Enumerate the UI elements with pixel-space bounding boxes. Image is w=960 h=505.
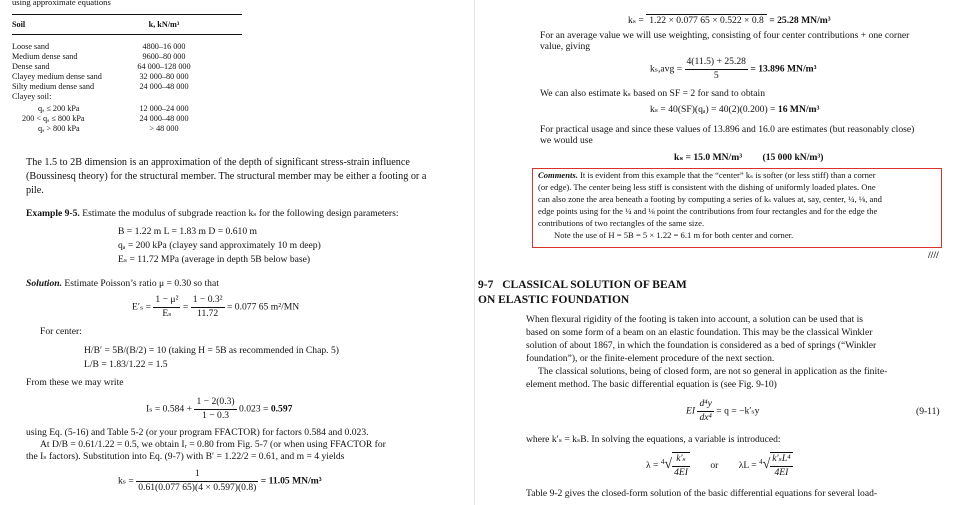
cell-soil: qₐ > 800 kPa (38, 124, 80, 133)
params-line-3: Eₛ = 11.72 MPa (average in depth 5B below base) (118, 254, 311, 265)
denominator: 5 (713, 69, 719, 81)
root-index: 4 (660, 457, 665, 466)
body-line-5: The classical solutions, being of closed form, are not so general in application as the finite- (538, 366, 888, 377)
table-row (12, 61, 242, 71)
eq-result: 0.597 (270, 403, 293, 415)
col-header-soil: Soil (12, 20, 26, 29)
numerator: k′ₛ (672, 453, 690, 467)
for-center-label: For center: (40, 326, 82, 337)
body-line-1: When flexural rigidity of the footing is taken into account, a solution can be used that is (526, 314, 864, 325)
from-these-line: From these we may write (26, 377, 124, 388)
root-index: 4 (759, 457, 763, 466)
fraction (191, 294, 225, 321)
solution-heading (26, 278, 219, 291)
comments-line-4: edge points using for the ¼ and ⅛ point the contributions from four rectangles and for the edge the (538, 206, 878, 216)
comments-text: It is evident from this example that the “center” kₛ is softer (or less stiff) than a corner (580, 170, 876, 180)
comments-line-3: can also zone the area beneath a footing by computing a series of kₛ values at, say, center, ¼, ⅛, and (538, 194, 882, 204)
solution-text: Estimate Poisson’s ratio μ = 0.30 so that (64, 278, 219, 289)
cell-soil: 200 < qₐ ≤ 800 kPa (22, 114, 85, 123)
eq-lhs: kₛ = 15.0 MN/m³ (674, 152, 743, 163)
using-line-3: the Iₛ factors). Substitution into Eq. (9-7) with B′ = 1.22/2 = 0.61, and m = 4 yields (26, 451, 345, 462)
comments-line-5: contributions of two rectangles of the same size. (538, 218, 705, 228)
cell-ks: 9600–80 000 (142, 52, 186, 61)
equation-ks-sf (650, 104, 819, 117)
cell-soil: Silty medium dense sand (12, 82, 95, 91)
equation-ks-final (674, 152, 823, 165)
params-line-2: qₐ = 200 kPa (clayey sand approximately 10 m deep) (118, 240, 321, 251)
cell-ks: 32 000–80 000 (139, 72, 189, 81)
table-row (12, 41, 242, 51)
eq-lhs: kₛ = (118, 475, 134, 487)
comments-line-1 (538, 170, 876, 182)
table-row (12, 51, 242, 61)
denominator: dx⁴ (699, 411, 712, 423)
eq-lhs: kₛ,avg = (650, 63, 683, 75)
eq-result: 16 MN/m³ (777, 104, 820, 115)
example-text: Estimate the modulus of subgrade reaction kₛ for the following design parameters: (82, 208, 399, 219)
lb-line: L/B = 1.83/1.22 = 1.5 (84, 359, 168, 370)
left-page (0, 0, 470, 505)
table-row (12, 91, 242, 101)
fraction (685, 56, 748, 83)
numerator: 1 (136, 468, 258, 482)
numerator: 1 − 0.3² (191, 294, 225, 308)
denominator: 0.61(0.077 65)(4 × 0.597)(0.8) (138, 481, 257, 493)
eq-rest: 0.023 = (239, 403, 269, 415)
table-rule-top (12, 14, 242, 15)
equation-ks-avg (650, 56, 817, 83)
cell-soil: Loose sand (12, 42, 50, 51)
table-row (12, 71, 242, 81)
denominator: 4EI (774, 466, 789, 478)
comments-line-6: Note the use of H = 5B = 5 × 1.22 = 6.1 m for both center and corner. (554, 230, 794, 240)
numerator: k′ₛL⁴ (770, 453, 792, 467)
equation-differential (686, 398, 759, 425)
cell-ks: 12 000–24 000 (139, 104, 189, 113)
avg-line-2: value, giving (540, 41, 591, 52)
table-rule-mid (12, 34, 242, 35)
comments-label: Comments. (538, 170, 578, 180)
body-line-6: element method. The basic differential equation is (see Fig. 9-10) (526, 379, 777, 390)
section-heading (478, 278, 687, 308)
equation-ks-center (118, 468, 322, 495)
solution-label: Solution. (26, 278, 62, 289)
fraction (153, 294, 180, 321)
eq-lhs-2: λL = (738, 460, 757, 472)
cell-ks: 64 000–128 000 (137, 62, 191, 71)
cell-soil: Clayey soil: (12, 92, 52, 101)
equation-es-prime (132, 294, 299, 321)
section-number: 9-7 (478, 279, 494, 291)
practical-line-1: For practical usage and since these values of 13.896 and 16.0 are estimates (but reasonably close) (540, 124, 915, 135)
eq-sign: = (182, 301, 189, 313)
eq-lhs: λ = (646, 460, 659, 472)
avg-line-1: For an average value we will use weighting, consisting of four center contributions + one corner (540, 30, 910, 41)
numerator: 1 − μ² (153, 294, 180, 308)
numerator: 1 − 2(0.3) (194, 396, 236, 410)
equation-number: (9-11) (916, 406, 940, 417)
eq-result: = 13.896 MN/m³ (750, 63, 817, 75)
example-label: Example 9-5. (26, 208, 80, 219)
practical-line-2: we would use (540, 135, 593, 146)
denominator: Eₛ (162, 307, 172, 319)
eq-result: = 11.05 MN/m³ (260, 475, 322, 487)
using-line-2: At D/B = 0.61/1.22 = 0.5, we obtain Iᵣ = 0.80 from Fig. 5-7 (or when using FFACTOR for (40, 439, 386, 450)
equation-is (146, 396, 292, 423)
hb-line: H/B′ = 5B/(B/2) = 10 (taking H = 5B as recommended in Chap. 5) (84, 345, 339, 356)
body-line-3: solution of about 1867, in which the foundation is considered as a bed of springs (“Winkler (526, 340, 877, 351)
equation-ks-corner (628, 0, 831, 28)
fraction (194, 396, 236, 423)
cell-soil: Medium dense sand (12, 52, 78, 61)
eq-lhs: E′ₛ = (132, 301, 152, 313)
section-title-line-2: ON ELASTIC FOUNDATION (478, 293, 630, 306)
cell-soil: Clayey medium dense sand (12, 72, 102, 81)
using-line-1: using Eq. (5-16) and Table 5-2 (or your program FFACTOR) for factors 0.584 and 0.023. (26, 427, 369, 438)
cell-ks: 24 000–48 000 (139, 114, 189, 123)
fraction (770, 452, 792, 480)
cell-soil: Dense sand (12, 62, 50, 71)
cell-ks: 24 000–48 000 (139, 82, 189, 91)
or-word: or (710, 460, 719, 472)
eq-alt: (15 000 kN/m³) (762, 152, 824, 163)
comments-line-2: (or edge). The center being less stiff is consistent with the dishing of uniformly loaded plates. One (538, 182, 876, 192)
cell-ks: 4800–16 000 (142, 42, 186, 51)
table-row (12, 103, 242, 113)
eq-rhs: = q = −k′ₛy (716, 405, 760, 417)
table-row (12, 123, 242, 133)
page-gutter (474, 0, 475, 505)
table-caption: using approximate equations (12, 0, 111, 7)
eq-lhs: kₛ = 40(SF)(qₐ) = 40(2)(0.200) = (650, 104, 776, 115)
paragraph-stress-strain: The 1.5 to 2B dimension is an approximation of the depth of significant stress-strain influence (Boussinesq theory) for the structural member. The structural member may be either a footing or a pile. (26, 157, 427, 196)
table-row (12, 81, 242, 91)
params-line-1: B = 1.22 m L = 1.83 m D = 0.610 m (118, 226, 257, 237)
section-title-line-1: CLASSICAL SOLUTION OF BEAM (502, 279, 687, 291)
sf-line: We can also estimate kₛ based on SF = 2 for sand to obtain (540, 88, 766, 99)
fraction (672, 452, 690, 480)
fraction (697, 398, 713, 425)
eq-result: = 25.28 MN/m³ (769, 15, 831, 26)
right-page (478, 0, 960, 505)
table-header-row (12, 19, 242, 29)
body-line-2: based on some form of a beam on an elastic foundation. This may be the classical Winkler (526, 327, 873, 338)
numerator: 4(11.5) + 25.28 (685, 56, 748, 70)
table-ref-line: Table 9-2 gives the closed-form solution of the basic differential equations for several load- (526, 488, 878, 499)
end-mark: //// (928, 250, 939, 261)
cell-soil: qₐ ≤ 200 kPa (38, 104, 80, 113)
body-line-4: foundation”), or the finite-element procedure of the next section. (526, 353, 775, 364)
example-heading (26, 208, 399, 221)
numerator: d⁴y (697, 398, 713, 412)
equation-lambda: λ = $^4$√ $\frac{\text{k′ₛ}}{4EI}$ or λL = $^4$√ $\frac{\text{k′ₛL⁴}}{4EI}$ (646, 453, 791, 478)
denominator: 11.72 (197, 307, 219, 319)
eq-lhs: kₛ = (628, 15, 644, 26)
col-header-ks: k, kN/m³ (148, 20, 180, 29)
eq-lhs: Iₛ = 0.584 + (146, 403, 193, 415)
denominator: 4EI (674, 466, 688, 478)
fraction (136, 468, 258, 495)
eq-lhs: EI (686, 405, 696, 417)
table-row (12, 113, 242, 123)
denominator: 1 − 0.3 (202, 409, 230, 421)
denominator: 1.22 × 0.077 65 × 0.522 × 0.8 (646, 14, 767, 28)
cell-ks: > 48 000 (149, 124, 179, 133)
eq-result: = 0.077 65 m²/MN (226, 301, 300, 313)
where-line: where k′ₛ = kₛB. In solving the equations, a variable is introduced: (526, 434, 781, 445)
